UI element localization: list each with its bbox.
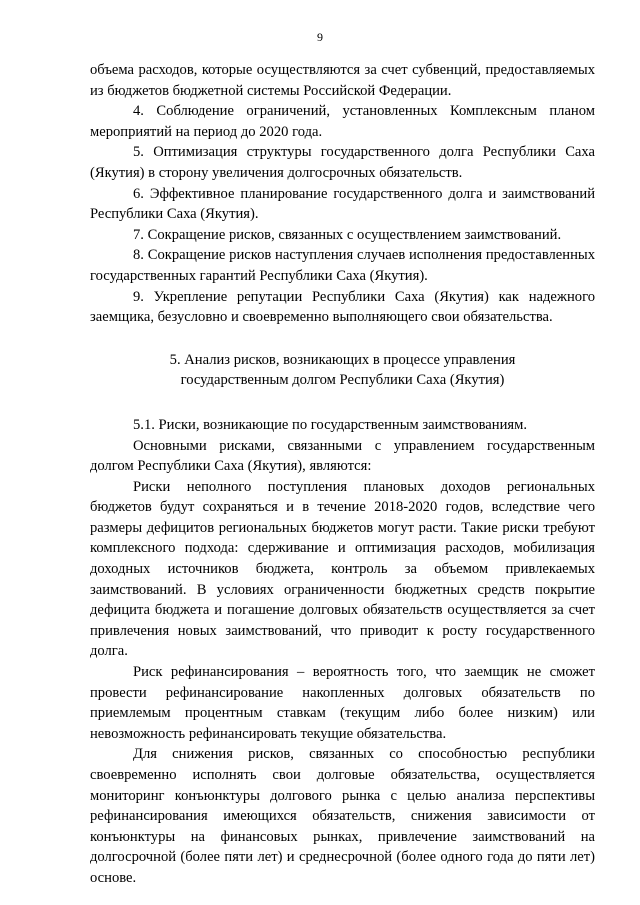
paragraph: 7. Сокращение рисков, связанных с осуществлением заимствований. bbox=[133, 226, 562, 243]
section-heading-line: государственным долгом Республики Саха (Якутия) bbox=[180, 372, 505, 389]
paragraph: Риски неполного поступления плановых доходов региональных бюджетов будут сохраняться и в течение 2018-2020 годов, вследствие чего размеры дефицитов региональных бюджетов могут расти. Такие риски требуют комплексного подхода: сдерживание и оптимизация расходов, мобилизация доходных источников бюджета, контроль за объемом привлекаемых заимствований. В условиях ограниченности бюджетных средств покрытие дефицита бюджета и погашение долговых обязательств осуществляется за счет привлечения новых заимствований, что приводит к росту государственного долга. bbox=[90, 478, 595, 660]
section-heading bbox=[90, 350, 595, 391]
page-number: 9 bbox=[317, 30, 323, 44]
paragraph: Риск рефинансирования – вероятность того, что заемщик не сможет провести рефинансирование накопленных долговых обязательств по приемлемым процентным ставкам (текущим либо более низким) или невозможность рефинансировать текущие обязательства. bbox=[90, 664, 595, 742]
paragraph: 5. Оптимизация структуры государственного долга Республики Саха (Якутия) в сторону увеличения долгосрочных обязательств. bbox=[90, 144, 595, 181]
paragraph: 5.1. Риски, возникающие по государственным заимствованиям. bbox=[133, 416, 528, 433]
section-heading-line: 5. Анализ рисков, возникающих в процессе управления bbox=[169, 351, 516, 368]
paragraph: 9. Укрепление репутации Республики Саха (Якутия) как надежного заемщика, безусловно и своевременно выполняющего свои обязательства. bbox=[90, 288, 595, 326]
paragraph: 4. Соблюдение ограничений, установленных Комплексным планом мероприятий на период до 2020 года. bbox=[90, 103, 595, 140]
paragraph: 6. Эффективное планирование государственного долга и заимствований Республики Саха (Якутия). bbox=[90, 185, 595, 223]
document-body bbox=[90, 60, 595, 889]
paragraph: Для снижения рисков, связанных со способностью республики своевременно исполнять свои долговые обязательства, осуществляется мониторинг конъюнктуры долгового рынка с целью анализа перспективы рефинансирования имеющихся обязательств, снижения зависимости от конъюнктуры на финансовых рынках, привлечение заимствований на долгосрочной (более пяти лет) и среднесрочной (более одного года до пяти лет) основе. bbox=[90, 746, 595, 886]
paragraph: Основными рисками, связанными с управлением государственным долгом Республики Саха (Якутия), являются: bbox=[90, 437, 595, 475]
paragraph: 8. Сокращение рисков наступления случаев исполнения предоставленных государственных гарантий Республики Саха (Якутия). bbox=[90, 247, 595, 284]
paragraph: объема расходов, которые осуществляются за счет субвенций, предоставляемых из бюджетов бюджетной системы Российской Федерации. bbox=[90, 62, 595, 99]
